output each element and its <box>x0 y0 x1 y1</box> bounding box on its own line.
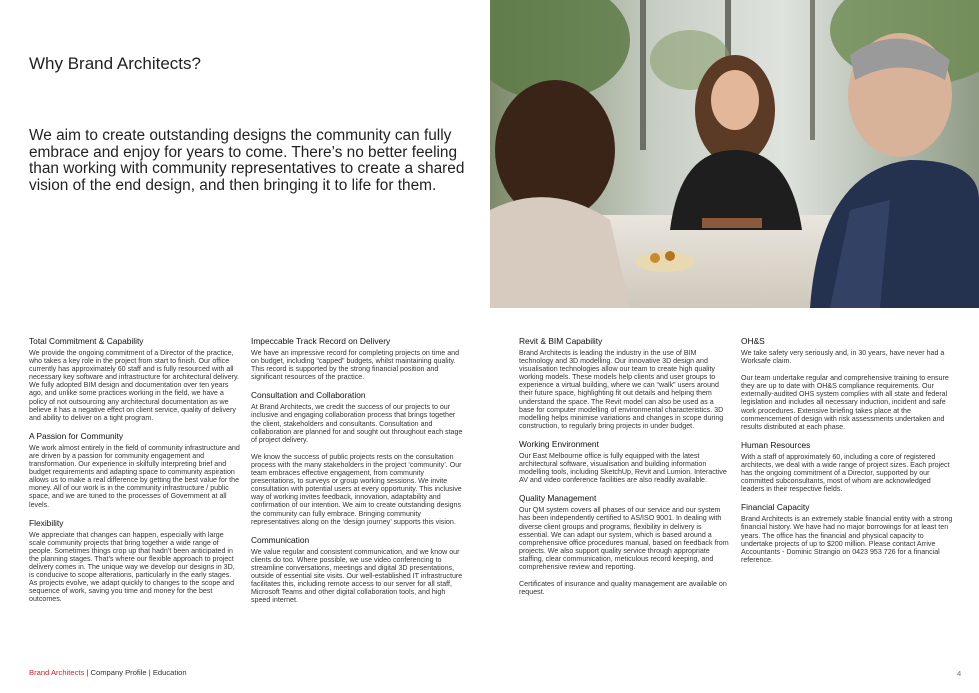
body-ohs: We take safety very seriously and, in 30 years, have never had a Worksafe claim. <box>741 349 945 366</box>
section-human-resources <box>741 440 953 493</box>
section-revit-bim <box>519 336 731 430</box>
body-flexibility: We appreciate that changes can happen, especially with large scale community projects that bring together a wide range of people. Sometimes things crop up that hadn’t been anticipated in the planning stages. That’s where our flexible approach to project delivery comes in. The unique way we develop our designs in 3D, is conducive to scope alterations, particularly in the early stages. As projects evolve, we adapt quickly to changes to the scope and sequence of work, saving you time and money for the best outcomes. <box>29 530 235 604</box>
body-quality-management-2: Certificates of insurance and quality management are available on request. <box>519 580 727 597</box>
intro-statement: We aim to create outstanding designs the community can fully embrace and enjoy for years to come. There’s no better feeling than working with community representatives to create a shared vision of the end design, and then bringing it to life for them. <box>29 127 465 194</box>
column-1 <box>29 336 241 612</box>
body-quality-management: Our QM system covers all phases of our service and our system has been independently certified to AS/ISO 9001. In dealing with diverse client groups and programs, flexibility in delivery is essential. We can adapt our system, which is based around a comprehensive office procedures manual, based on feedback from projects. We also support quality service through appropriate staffing, clear communication, meticulous record keeping, and comprehensive review and reporting. <box>519 506 729 571</box>
heading-ohs: OH&S <box>741 336 765 346</box>
section-ohs <box>741 336 953 431</box>
page-title: Why Brand Architects? <box>29 54 201 73</box>
footer <box>29 668 187 677</box>
column-2 <box>251 336 463 613</box>
column-3 <box>519 336 731 605</box>
heading-working-environment: Working Environment <box>519 438 599 449</box>
section-financial-capacity <box>741 502 953 564</box>
body-working-environment: Our East Melbourne office is fully equipped with the latest architectural software, visualisation and building information modelling tools, including SketchUp, Revit and Lumion. Interactive AV and video conference facilities are also readily available. <box>519 451 727 485</box>
section-passion-for-community <box>29 431 241 509</box>
heading-financial-capacity: Financial Capacity <box>741 502 810 513</box>
team-meeting-photo <box>490 0 979 308</box>
column-4 <box>741 336 953 573</box>
body-total-commitment: We provide the ongoing commitment of a Director of the practice, who takes a key role in the project from start to finish. Our office currently has approximately 60 staff and is fully resourced with all necessary key software and infrastructure for architectural delivery. We fully adopted BIM design and documentation over ten years ago, and unlike some practices working in the field, we have a policy of not outsourcing any architectural documentation as we believe it has a negative effect on client service, quality of delivery and ability to deliver on a tight program. <box>29 349 240 422</box>
heading-passion-for-community: A Passion for Community <box>29 430 124 441</box>
footer-doc-info: | Company Profile | Education <box>84 668 187 677</box>
heading-flexibility: Flexibility <box>29 517 64 528</box>
body-communication: We value regular and consistent communication, and we know our clients do too. Where possible, we use video conferencing to streamline conversations, meetings and digital 3D presentations, outside of essential site visits. Our well-established IT infrastructure facilitates this, including remote access to our server for all staff, Microsoft Teams and other digital collaboration tools, and high speed internet. <box>251 547 463 605</box>
section-track-record <box>251 336 463 381</box>
body-track-record: We have an impressive record for completing projects on time and on budget, including “capped” budgets, whilst maintaining quality. This record is supported by the strong financial position and significant resources of the practice. <box>251 349 460 382</box>
body-passion-for-community: We work almost entirely in the field of community infrastructure and are driven by a passion for community engagement and transformation. Our experience in skilfully interpreting brief and budget requirements and adapting space to community aspiration allows us to make a real difference by getting the best value for the money. All of our work is in the community infrastructure / public space, and we are tuned to the processes of Government at all levels. <box>29 443 240 509</box>
heading-revit-bim: Revit & BIM Capability <box>519 336 603 346</box>
section-quality-management <box>519 493 731 596</box>
body-revit-bim: Brand Architects is leading the industry in the use of BIM technology and 3D modelling. Our innovative 3D design and visualisation technologies allow our team to create high quality working models. These models help clients and user groups to experience a virtual building, where we can “walk” users around their future space, highlighting fit out details and helping them understand the space. The Revit model can also be used as a base for computer modelling of environmental characteristics. 3D modelling helps minimise variations and changes in scope during construction, to regularly bring projects in under budget. <box>519 349 724 430</box>
page-number: 4 <box>957 669 962 678</box>
heading-quality-management: Quality Management <box>519 493 597 504</box>
section-communication <box>251 535 463 605</box>
body-financial-capacity: Brand Architects is an extremely stable financial entity with a strong financial history. We have had no major borrowings for at least ten years. The office has the financial and physical capacity to undertake projects of up to $200 million. Please contact Arrive Accountants - Dominic Strangio on 0423 953 726 for a financial reference. <box>741 515 953 564</box>
body-human-resources: With a staff of approximately 60, including a core of registered architects, we deal with a wide range of project sizes. Each project has the ongoing commitment of a Director, supported by our committed subconsultants, most of whom are acknowledged leaders in their respective fields. <box>741 452 950 494</box>
section-working-environment <box>519 439 731 484</box>
section-consultation <box>251 390 463 525</box>
section-total-commitment <box>29 336 241 422</box>
footer-brand: Brand Architects <box>29 668 85 677</box>
heading-human-resources: Human Resources <box>741 439 811 450</box>
body-consultation: At Brand Architects, we credit the success of our projects to our inclusive and engaging collaboration process that brings together the client, stakeholders and consultants. Consultation and collaboration are planned for and sought out throughout each stage of project delivery. <box>251 403 463 444</box>
heading-communication: Communication <box>251 534 310 545</box>
heading-track-record: Impeccable Track Record on Delivery <box>251 336 391 346</box>
body-consultation-2: We know the success of public projects rests on the consultation process with the many stakeholders in the project ‘community’. Our team embraces effective engagement, from community presentations, to surveys or group working sessions. We invite consultation with potential users at every opportunity. This inclusive way of working invites feedback, innovation, adaptability and confirmation of our intention. We aim to create outstanding designs the community can fully embrace. Bringing community representatives along on the ‘design journey’ supports this vision. <box>251 452 462 526</box>
heading-total-commitment: Total Commitment & Capability <box>29 336 144 346</box>
heading-consultation: Consultation and Collaboration <box>251 390 366 401</box>
body-ohs-2: Our team undertake regular and comprehensive training to ensure they are up to date with OH&S compliance requirements. Our externally-audited OHS system complies with all state and federal legislation and includes all necessary induction, incident and safe work procedures. Extensive briefing takes place at the commencement of design with risk assessments undertaken and results distributed at each phase. <box>741 374 949 431</box>
section-flexibility <box>29 518 241 604</box>
